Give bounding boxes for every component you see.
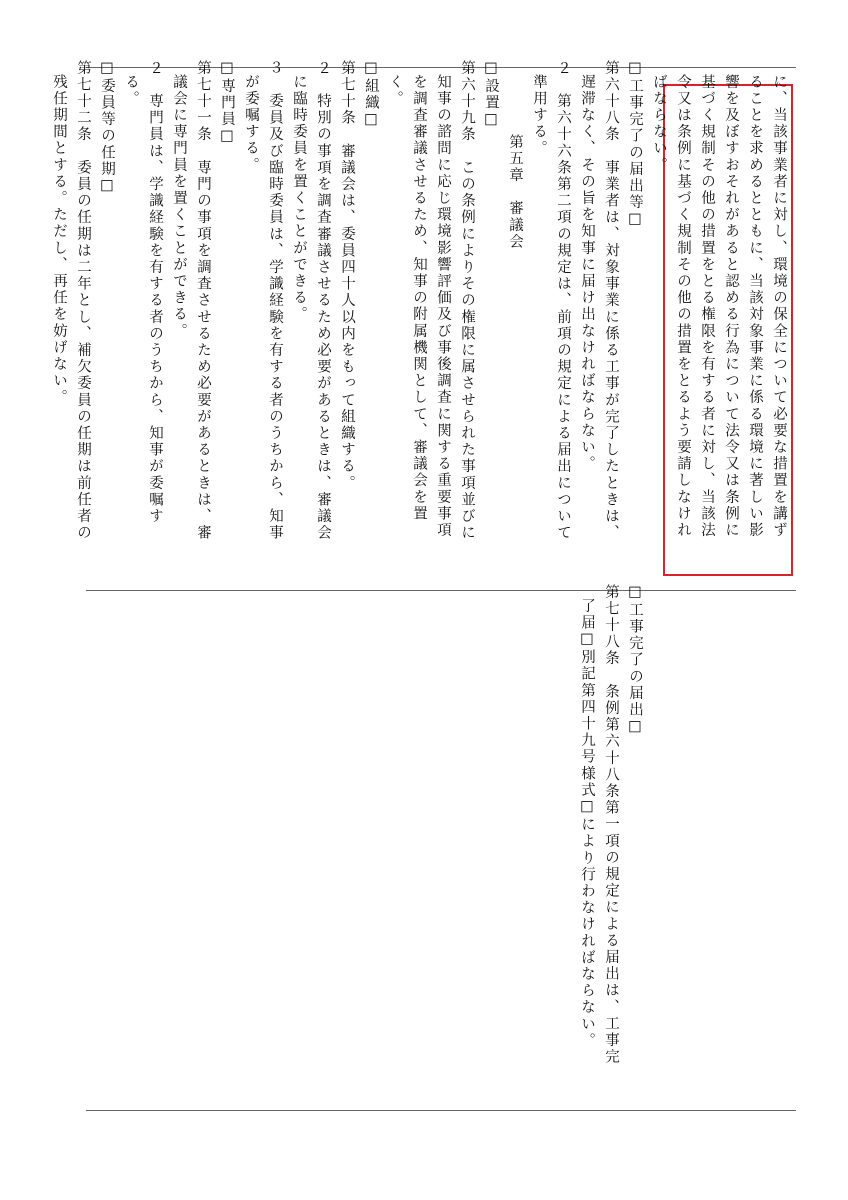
section-heading: □専門員□: [219, 60, 235, 146]
section-heading: □設置□: [483, 60, 499, 130]
paragraph-text: ２ 専門員は、学識経験を有する者のうちから、知事が委嘱す: [147, 60, 163, 525]
text-column: 響を及ぼすおそれがあると認める行為について法令又は条例に: [723, 74, 739, 539]
text-column: ばならない。: [651, 74, 667, 174]
text-column: 準用する。: [531, 74, 547, 157]
text-column: が委嘱する。: [243, 74, 259, 174]
text-column: る。: [123, 74, 139, 108]
text-column: 遅滞なく、その旨を知事に届け出なければならない。: [579, 74, 595, 473]
article-text: 第六十八条 事業者は、対象事業に係る工事が完了したときは、: [603, 60, 619, 542]
paragraph-text: ２ 特別の事項を調査審議させるため必要があるときは、審議会: [315, 60, 331, 542]
text-column: く。: [387, 74, 403, 108]
paragraph-text: ２ 第六十六条第二項の規定は、前項の規定による届出について: [555, 60, 571, 542]
article-text: 第六十九条 この条例によりその権限に属させられた事項並びに: [459, 60, 475, 542]
section-heading: □工事完了の届出等□: [627, 60, 643, 229]
text-column: 基づく規制その他の措置をとる権限を有する者に対し、当該法: [699, 74, 715, 539]
bottom-rule: [86, 1110, 796, 1111]
section-heading: □委員等の任期□: [99, 60, 115, 196]
paragraph-text: ３ 委員及び臨時委員は、学識経験を有する者のうちから、知事: [267, 60, 283, 542]
article-text: 第七十一条 専門の事項を調査させるため必要があるときは、審: [195, 60, 211, 542]
article-text: 第七十二条 委員の任期は二年とし、補欠委員の任期は前任者の: [75, 60, 91, 542]
text-column: 了届□別記第四十九号様式□により行わなければならない。: [579, 598, 595, 1050]
chapter-title: 第五章 審議会: [507, 134, 523, 251]
section-heading: □組織□: [363, 60, 379, 130]
article-text: 第七十条 審議会は、委員四十人以内をもって組織する。: [339, 60, 355, 492]
text-column: 令又は条例に基づく規制その他の措置をとるよう要請しなけれ: [675, 74, 691, 539]
text-column: を調査審議させるため、知事の附属機関として、審議会を置: [411, 74, 427, 523]
text-column: に、当該事業者に対し、環境の保全について必要な措置を講ず: [771, 74, 787, 539]
article-text: 第七十八条 条例第六十八条第一項の規定による届出は、工事完: [603, 584, 619, 1066]
text-column: 残任期間とする。ただし、再任を妨げない。: [51, 74, 67, 406]
text-column: 知事の諮問に応じ環境影響評価及び事後調査に関する重要事項: [435, 74, 451, 539]
text-column: 議会に専門員を置くことができる。: [171, 74, 187, 340]
section-heading: □工事完了の届出□: [627, 584, 643, 737]
text-column: に臨時委員を置くことができる。: [291, 74, 307, 323]
text-column: ることを求めるとともに、当該対象事業に係る環境に著しい影: [747, 74, 763, 539]
